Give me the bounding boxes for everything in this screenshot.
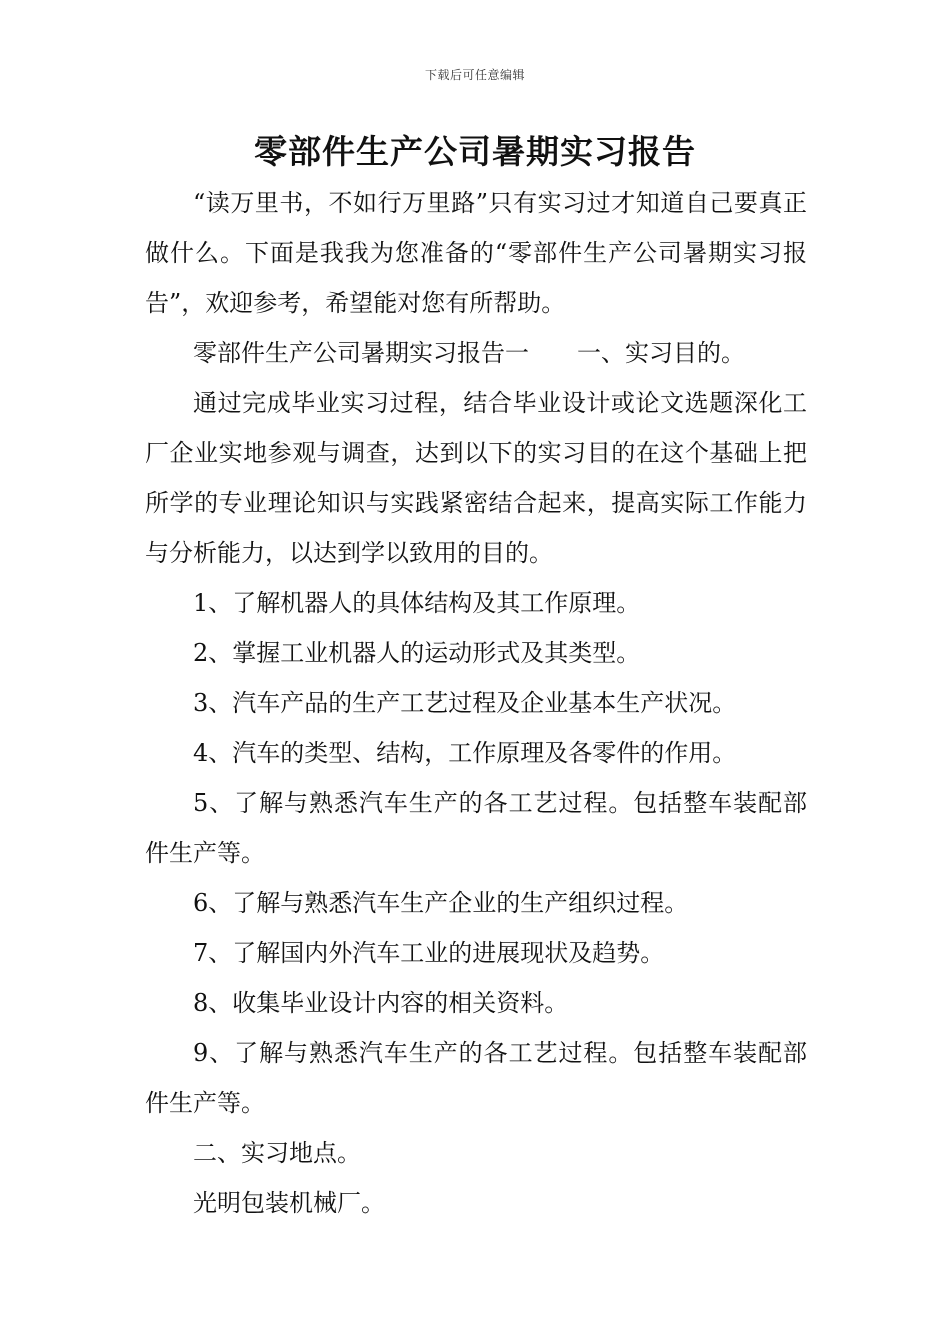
list-item: 7、了解国内外汽车工业的进展现状及趋势。 (193, 939, 665, 967)
intro-paragraph: “读万里书，不如行万里路”只有实习过才知道自己要真正做什么。下面是我我为您准备的“零部件生产公司暑期实习报告”，欢迎参考，希望能对您有所帮助。 (145, 189, 807, 317)
list-item: 3、汽车产品的生产工艺过程及企业基本生产状况。 (193, 689, 737, 717)
section-heading-right: 一、实习目的。 (577, 339, 745, 367)
list-item: 5、了解与熟悉汽车生产的各工艺过程。包括整车装配部件生产等。 (145, 789, 807, 867)
section-heading-line (145, 328, 807, 378)
list-item: 9、了解与熟悉汽车生产的各工艺过程。包括整车装配部件生产等。 (145, 1039, 807, 1117)
section-heading-left: 零部件生产公司暑期实习报告一 (193, 339, 529, 367)
list-item: 6、了解与熟悉汽车生产企业的生产组织过程。 (193, 889, 689, 917)
location-paragraph: 光明包装机械厂。 (193, 1189, 385, 1217)
list-item: 1、了解机器人的具体结构及其工作原理。 (193, 589, 641, 617)
purpose-paragraph: 通过完成毕业实习过程，结合毕业设计或论文选题深化工厂企业实地参观与调查，达到以下的实习目的在这个基础上把所学的专业理论知识与实践紧密结合起来，提高实际工作能力与分析能力，以达到学以致用的目的。 (145, 389, 807, 567)
document-title: 零部件生产公司暑期实习报告 (254, 132, 696, 171)
section-heading-location: 二、实习地点。 (193, 1139, 361, 1167)
list-item: 8、收集毕业设计内容的相关资料。 (193, 989, 569, 1017)
list-item: 2、掌握工业机器人的运动形式及其类型。 (193, 639, 641, 667)
header-note: 下载后可任意编辑 (424, 68, 525, 82)
list-item: 4、汽车的类型、结构，工作原理及各零件的作用。 (193, 739, 737, 767)
document-body (145, 178, 807, 1228)
